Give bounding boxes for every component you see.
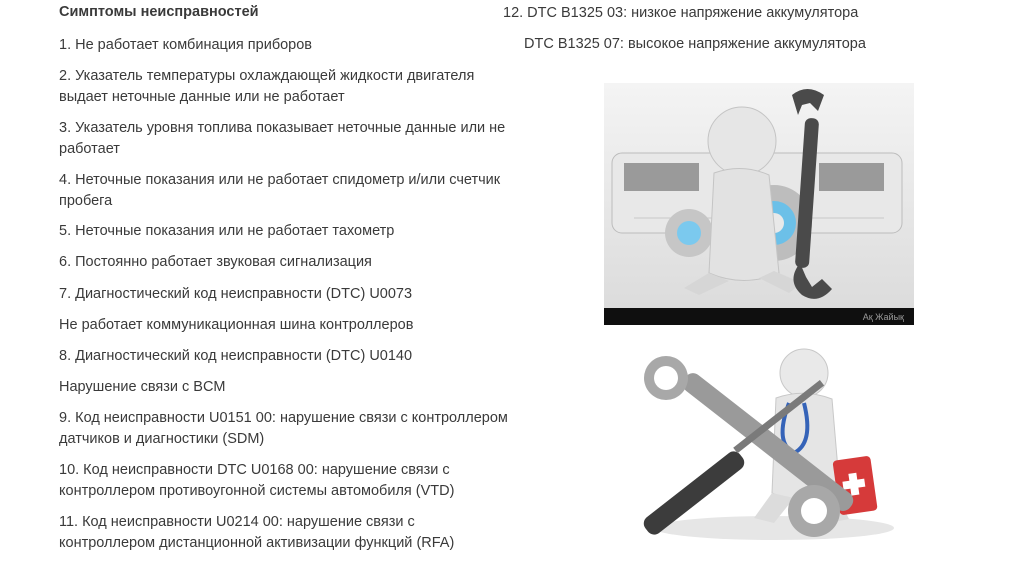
symptom-item-7-detail: Не работает коммуникационная шина контроллеров [59, 317, 414, 333]
symptom-item-3: 3. Указатель уровня топлива показывает неточные данные или не работает [59, 120, 506, 157]
symptom-item-7: 7. Диагностический код неисправности (DTC) U0073 [59, 286, 413, 302]
slide-title: Симптомы неисправностей [59, 4, 259, 20]
illustration-tools-medkit [604, 333, 914, 562]
symptom-item-10: 10. Код неисправности DTC U0168 00: нарушение связи с контроллером противоугонной системы автомобиля (VTD) [59, 462, 455, 499]
image-caption: Ақ Жайық [862, 312, 904, 322]
symptom-item-8-detail: Нарушение связи с BCM [59, 379, 226, 395]
symptom-item-4: 4. Неточные показания или не работает спидометр и/или счетчик пробега [59, 172, 501, 209]
symptom-item-8: 8. Диагностический код неисправности (DTC) U0140 [59, 348, 413, 364]
symptom-item-11: 11. Код неисправности U0214 00: нарушение связи с контроллером дистанционной активизации функций (RFA) [59, 514, 455, 551]
dtc-b1325-03-line: 12. DTC B1325 03: низкое напряжение аккумулятора [503, 5, 859, 21]
symptom-item-1: 1. Не работает комбинация приборов [59, 37, 313, 53]
wrench-figure-drawing [604, 83, 914, 325]
symptom-item-9: 9. Код неисправности U0151 00: нарушение связи с контроллером датчиков и диагностики (SDM) [59, 410, 508, 447]
illustration-wrench-gears [604, 83, 914, 325]
tools-figure-drawing [604, 333, 914, 562]
symptom-item-5: 5. Неточные показания или не работает тахометр [59, 223, 395, 239]
dtc-b1325-07-line: DTC B1325 07: высокое напряжение аккумулятора [524, 36, 866, 52]
symptom-item-2: 2. Указатель температуры охлаждающей жидкости двигателя выдает неточные данные или не работает [59, 68, 475, 105]
symptom-item-6: 6. Постоянно работает звуковая сигнализация [59, 254, 372, 270]
